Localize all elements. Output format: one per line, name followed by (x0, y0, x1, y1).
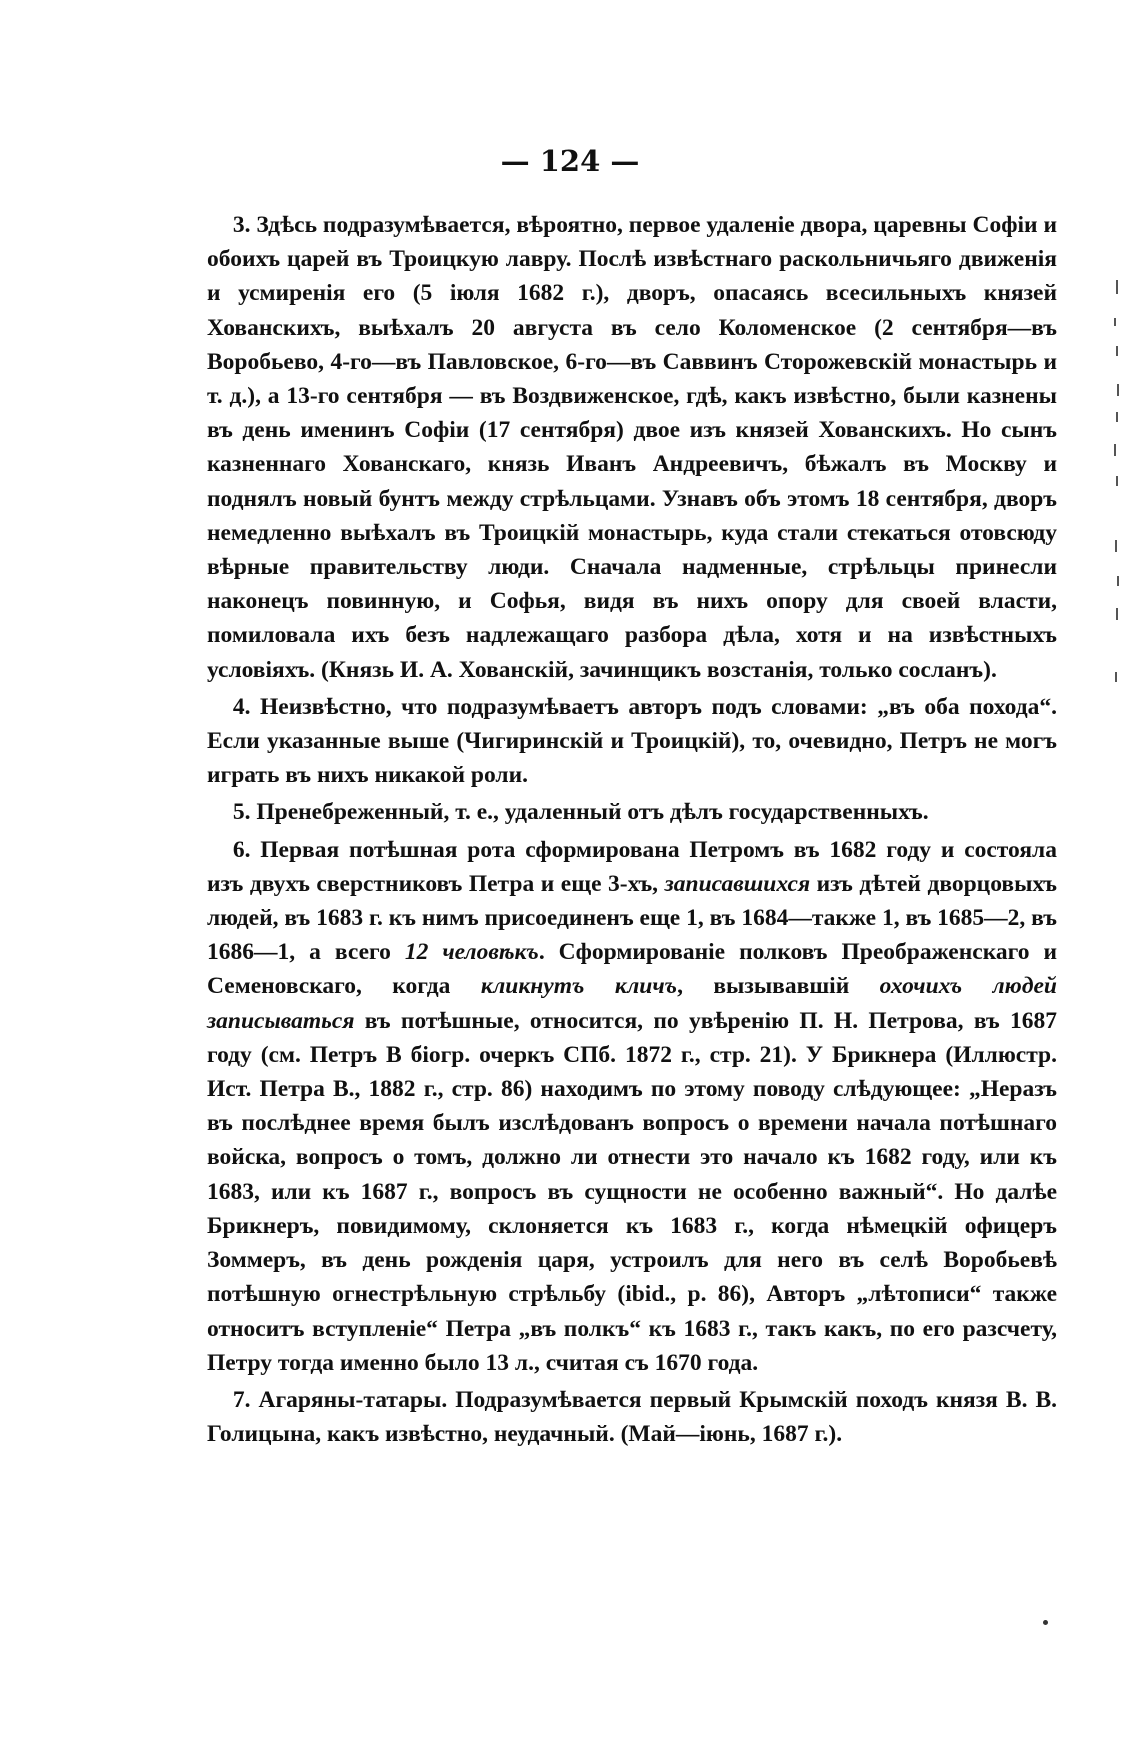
note-text: изъ дѣтей дворцовыхъ людей, въ 1683 г. къ нимъ присоединенъ еще 1, въ 1684—также 1, въ 1685—2, въ 1686—1, а всего (207, 870, 1057, 966)
note-5 (207, 795, 1057, 829)
note-text-italic: 12 человѣкъ (404, 939, 539, 966)
note-text-italic: кликнутъ кличъ (480, 973, 678, 1000)
scan-margin-mark (1115, 672, 1117, 682)
note-text-italic: охочихъ людей записываться (207, 973, 1057, 1034)
note-text: , вызывавшій (677, 973, 880, 1000)
scan-dot (1043, 1620, 1048, 1625)
note-4 (207, 690, 1057, 793)
scan-margin-mark (1117, 576, 1119, 586)
note-number: 6. (232, 836, 251, 863)
note-number: 5. (232, 799, 251, 826)
note-text-italic: записавшихся (664, 870, 811, 897)
scan-margin-mark (1116, 608, 1118, 620)
note-text: Здѣсь подразумѣвается, вѣроятно, первое удаленіе двора, царевны Софіи и обоихъ царей въ Троицкую лавру. Послѣ извѣстнаго раскольничьяго движенія и усмиренія его (5 іюля 1682 г.), дворъ, опасаясь всесильныхъ князей Хованскихъ, выѣхалъ 20 августа въ село Коломенское (2 сентября—въ Воробьево, 4-го—въ Павловское, 6-го—въ Саввинъ Сторожевскій монастырь и т. д.), а 13-го сентября — въ Воздвиженское, гдѣ, какъ извѣстно, были казнены въ день именинъ Софіи (17 сентября) двое изъ князей Хованскихъ. Но сынъ казненнаго Хованскаго, князь Иванъ Андреевичъ, бѣжалъ въ Москву и поднялъ новый бунтъ между стрѣльцами. Узнавъ объ этомъ 18 сентября, дворъ немедленно выѣхалъ въ Троицкій монастырь, куда стали стекаться отовсюду вѣрные правительству люди. Сначала надменные, стрѣльцы принесли наконецъ повинную, и Софья, видя въ нихъ опору для своей власти, помиловала ихъ безъ надлежащаго разбора дѣла, хотя и на извѣстныхъ условіяхъ. (Князь И. А. Хованскій, зачинщикъ возстанія, только сосланъ). (207, 212, 1057, 683)
scan-margin-mark (1117, 384, 1119, 396)
note-text: Пренебреженный, т. е., удаленный отъ дѣлъ государственныхъ. (256, 799, 929, 826)
scan-margin-mark (1116, 280, 1118, 294)
note-6 (207, 833, 1057, 1380)
page-number: — 124 — (500, 144, 640, 178)
note-3 (207, 208, 1057, 687)
note-text: Неизвѣстно, что подразумѣваетъ авторъ подъ словами: „въ оба похода“. Если указанные выше (Чигиринскій и Троицкій), то, очевидно, Петръ не могъ играть въ нихъ никакой роли. (207, 693, 1057, 789)
scan-margin-mark (1114, 444, 1116, 456)
scan-margin-mark (1114, 318, 1116, 326)
scan-margin-mark (1115, 540, 1117, 552)
note-number: 7. (232, 1386, 251, 1413)
scan-margin-mark (1116, 412, 1118, 422)
notes-body (207, 208, 1057, 1454)
note-7 (207, 1383, 1057, 1451)
note-number: 3. (232, 212, 251, 238)
note-number: 4. (232, 693, 251, 720)
scan-margin-mark (1116, 346, 1118, 356)
note-text: Первая потѣшная рота сформирована Петромъ въ 1682 году и состояла изъ двухъ сверстниковъ Петра и еще 3-хъ, (207, 836, 1057, 897)
note-text: въ потѣшные, относится, по увѣренію П. Н. Петрова, въ 1687 году (см. Петръ В біогр. очеркъ СПб. 1872 г., стр. 21). У Брикнера (Иллюстр. Ист. Петра В., 1882 г., стр. 86) находимъ по этому поводу слѣдующее: „Неразъ въ послѣднее время былъ изслѣдованъ вопросъ о времени начала потѣшнаго войска, вопросъ о томъ, должно ли отнести это начало къ 1682 году, или къ 1683, или къ 1687 г., вопросъ въ сущности не особенно важный“. Но далѣе Брикнеръ, повидимому, склоняется къ 1683 г., когда нѣмецкій офицеръ Зоммеръ, въ день рожденія царя, устроилъ для него въ селѣ Воробьевѣ потѣшную огнестрѣльную стрѣльбу (ibid., p. 86), Авторъ „лѣтописи“ также относитъ вступленіе“ Петра „въ полкъ“ къ 1683 г., такъ какъ, по его разсчету, Петру тогда именно было 13 л., считая съ 1670 года. (207, 1007, 1057, 1376)
note-text: . Сформированіе полковъ Преображенскаго и Семеновскаго, когда (207, 939, 1058, 1000)
scan-margin-mark (1116, 476, 1118, 486)
note-text: Агаряны-татары. Подразумѣвается первый Крымскій походъ князя В. В. Голицына, какъ извѣстно, неудачный. (Май—іюнь, 1687 г.). (207, 1386, 1057, 1448)
